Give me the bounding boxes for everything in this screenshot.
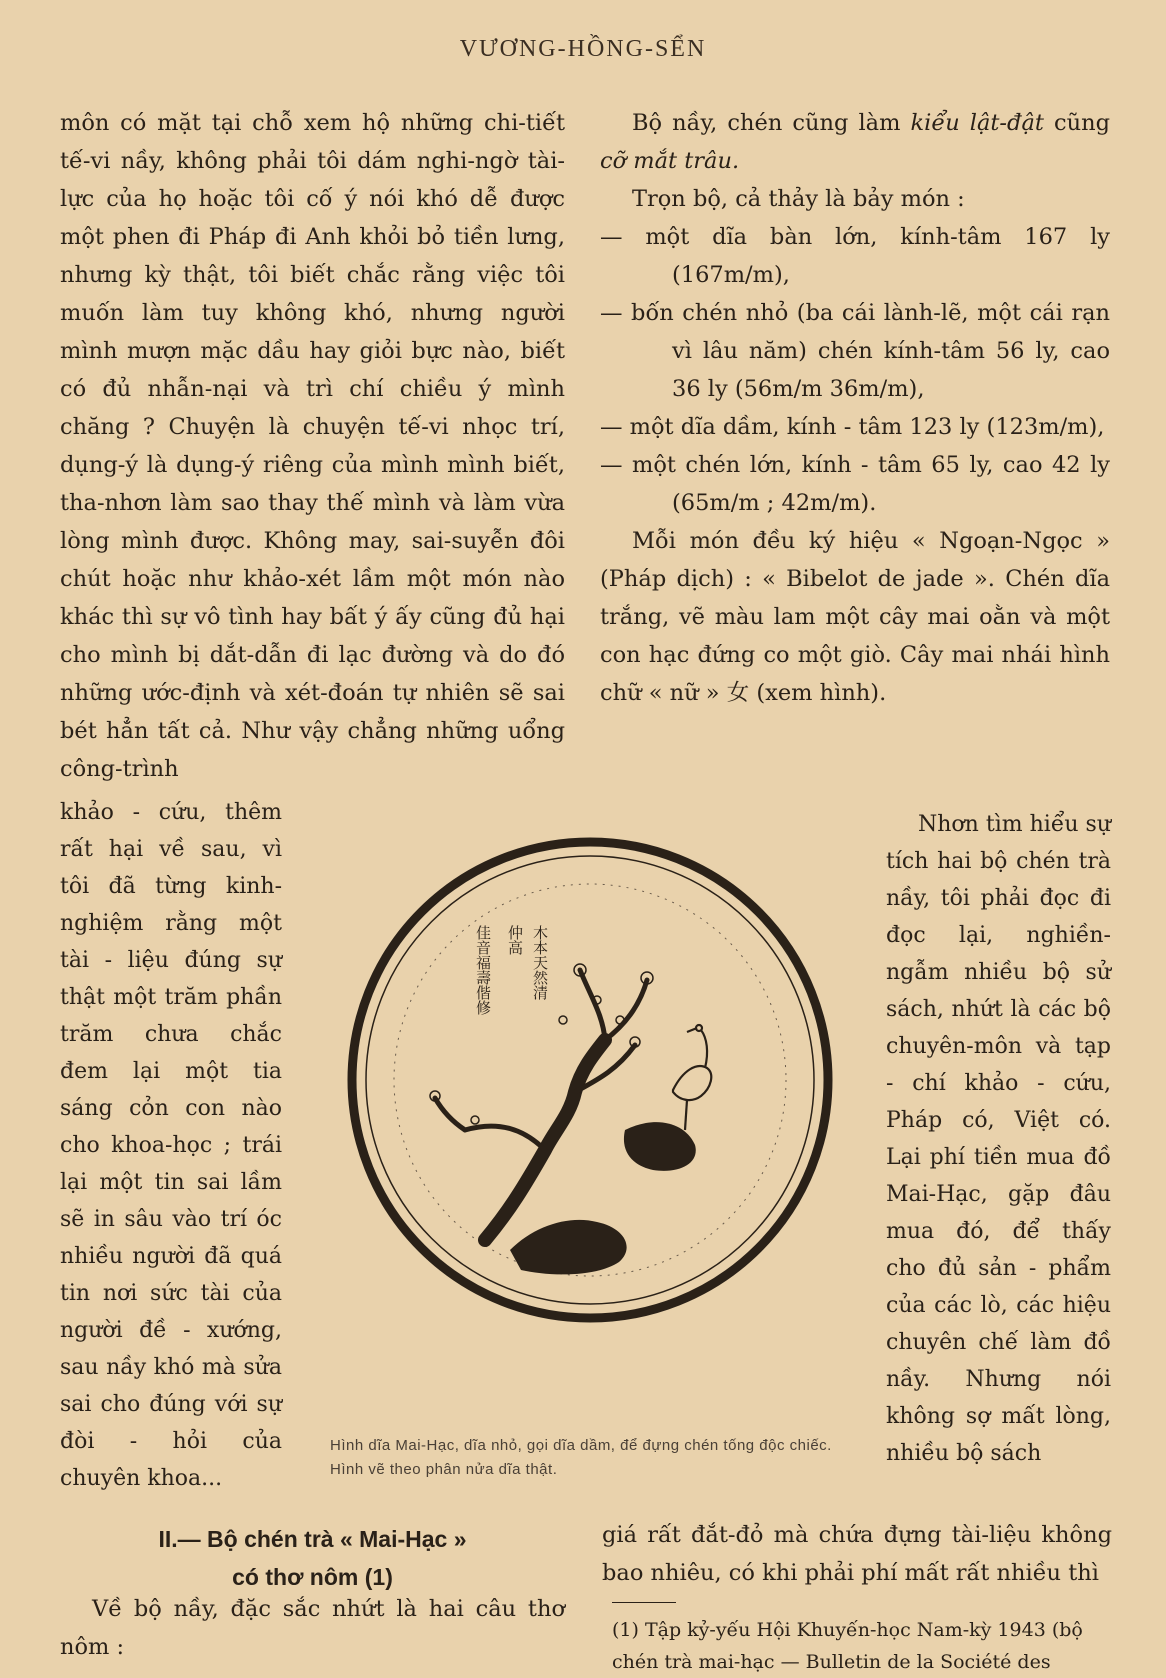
plate-illustration bbox=[335, 830, 845, 1330]
paragraph-research-cost: Nhơn tìm hiểu sự tích hai bộ chén trà nầy, tôi phải đọc đi đọc lại, nghiền-ngẫm nhiều bộ sử sách, nhứt là các bộ chuyên-môn và tạp - chí khảo - cứu, Pháp có, Việt có. Lại phí tiền mua đồ Mai-Hạc, gặp đâu mua đó, để thấy cho đủ sản - phẩm của các lò, các hiệu chuyên chế làm đồ nầy. Nhưng nói không sợ mất lòng, nhiều bộ sách bbox=[886, 812, 1111, 1466]
left-column-top bbox=[60, 104, 565, 788]
right-column-top bbox=[600, 104, 1110, 712]
paragraph-research-concerns: môn có mặt tại chỗ xem hộ những chi-tiết tế-vi nầy, không phải tôi dám nghi-ngờ tài-lực của họ hoặc tôi cố ý nói khó dễ được một phen đi Pháp đi Anh khỏi bỏ tiền lưng, nhưng kỳ thật, tôi biết chắc rằng việc tôi muốn làm tuy không khó, nhưng người mình mượn mặc dầu hay giỏi bực nào, biết có đủ nhẫn-nại và trì chí chiều ý mình chăng ? Chuyện là chuyện tế-vi nhọc trí, dụng-ý là dụng-ý riêng của mình mình biết, tha-nhơn làm sao thay thế mình và làm vừa lòng mình được. Không may, sai-suyễn đôi chút hoặc như khảo-xét lầm một món nào khác thì sự vô tình hay bất ý ấy cũng đủ hại cho mình bị dắt-dẫn đi lạc đường và do đó những ước-định và xét-đoán tự nhiên sẽ sai bét hẳn tất cả. Như vậy chẳng những uổng công-trình bbox=[60, 110, 565, 782]
paragraph-research-continued: khảo - cứu, thêm rất hại về sau, vì tôi đã từng kinh-nghiệm rằng một tài - liệu đúng sự thật một trăm phần trăm chưa chắc đem lại một tia sáng cỏn con nào cho khoa-học ; trái lại một tin sai lầm sẽ in sâu vào trí óc nhiều người đã quá tin nơi sức tài của người đề - xướng, sau nầy khó mà sửa sai cho đúng với sự đòi - hỏi của chuyên khoa... bbox=[60, 800, 282, 1491]
list-item: — một chén lớn, kính - tâm 65 ly, cao 42 ly (65m/m ; 42m/m). bbox=[600, 452, 1110, 516]
inscription-line: 木本天然清 bbox=[531, 925, 549, 1000]
crane-figure bbox=[673, 1025, 711, 1130]
paragraph-section-intro: Về bộ nầy, đặc sắc nhứt là hai câu thơ nôm : bbox=[60, 1596, 565, 1660]
inscription-line: 佳音福壽偕修 bbox=[474, 925, 492, 1015]
figure-caption: Hình dĩa Mai-Hạc, dĩa nhỏ, gọi dĩa dầm, để đựng chén tống độc chiếc. Hình vẽ theo phân nửa dĩa thật. bbox=[330, 1437, 832, 1478]
inscription-line: 仲高 bbox=[506, 925, 524, 955]
footnote: (1) Tập kỷ-yếu Hội Khuyến-học Nam-kỳ 1943 (bộ chén trà mai-hạc — Bulletin de la Société des bbox=[612, 1619, 1083, 1673]
paragraph-set-style: Bộ nầy, chén cũng làm kiểu lật-đật cũng cỡ mắt trâu. bbox=[600, 110, 1110, 174]
plate-inscription bbox=[474, 925, 549, 1015]
left-column-narrow bbox=[60, 794, 282, 1497]
section-heading-line: có thơ nôm (1) bbox=[232, 1564, 393, 1590]
paragraph-set-summary: Trọn bộ, cả thảy là bảy món : bbox=[632, 186, 965, 212]
running-header: VƯƠNG-HỒNG-SỂN bbox=[459, 36, 707, 62]
footnote-rule bbox=[612, 1602, 676, 1603]
paragraph-research-cost-continued: giá rất đắt-đỏ mà chứa đựng tài-liệu không bao nhiêu, có khi phải phí mất rất nhiều thì bbox=[602, 1522, 1112, 1586]
left-column-bottom bbox=[60, 1590, 565, 1666]
plate-well bbox=[394, 884, 786, 1276]
right-column-narrow bbox=[886, 806, 1111, 1472]
rock-shape bbox=[510, 1220, 627, 1275]
plum-tree-trunk bbox=[485, 1040, 605, 1240]
right-column-bottom bbox=[602, 1516, 1112, 1592]
list-item: — một dĩa bàn lớn, kính-tâm 167 ly (167m/m), bbox=[600, 224, 1110, 288]
section-heading bbox=[60, 1520, 565, 1596]
paragraph-mark: Mỗi món đều ký hiệu « Ngoạn-Ngọc » (Pháp dịch) : « Bibelot de jade ». Chén dĩa trắng, vẽ màu lam một cây mai oằn và một con hạc đứng co một giò. Cây mai nhái hình chữ « nữ » 女 (xem hình). bbox=[600, 528, 1110, 706]
section-heading-line: II.— Bộ chén trà « Mai-Hạc » bbox=[158, 1526, 467, 1552]
list-item: — bốn chén nhỏ (ba cái lành-lẽ, một cái rạn vì lâu năm) chén kính-tâm 56 ly, cao 36 ly (56m/m 36m/m), bbox=[600, 300, 1110, 402]
list-item: — một dĩa dầm, kính - tâm 123 ly (123m/m), bbox=[600, 414, 1105, 440]
plate-drawing bbox=[335, 830, 845, 1330]
